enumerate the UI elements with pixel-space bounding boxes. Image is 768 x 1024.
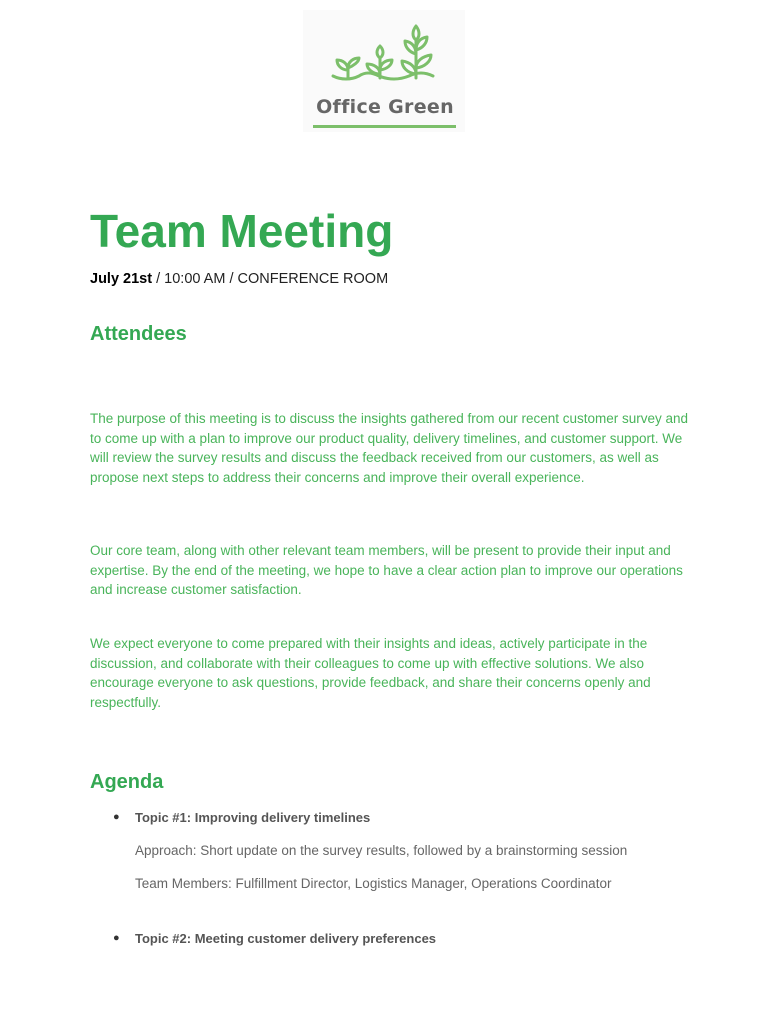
meeting-time-location: / 10:00 AM / CONFERENCE ROOM [152, 271, 389, 287]
attendees-heading: Attendees [90, 323, 187, 345]
agenda-topic-1-members: Team Members: Fulfillment Director, Logistics Manager, Operations Coordinator [135, 876, 612, 891]
logo-text: Office Green [316, 96, 454, 118]
paragraph-purpose: The purpose of this meeting is to discuss the insights gathered from our recent customer survey and to come up with a plan to improve our product quality, delivery timelines, and customer support. We will review the survey results and discuss the feedback received from our customers, as well as propose next steps to address their concerns and improve their overall experience. [90, 411, 689, 485]
page-title: Team Meeting [90, 205, 394, 257]
company-logo [303, 10, 465, 132]
bullet-icon: ● [113, 811, 120, 823]
logo-underline [313, 125, 456, 128]
sprouting-plants-icon [303, 10, 465, 100]
meeting-meta [90, 271, 388, 287]
agenda-topic-1: Topic #1: Improving delivery timelines [135, 810, 371, 825]
agenda-topic-1-approach: Approach: Short update on the survey results, followed by a brainstorming session [135, 843, 628, 858]
paragraph-team: Our core team, along with other relevant team members, will be present to provide their input and expertise. By the end of the meeting, we hope to have a clear action plan to improve our operations and increase customer satisfaction. [90, 543, 683, 597]
agenda-topic-2: Topic #2: Meeting customer delivery preferences [135, 931, 437, 946]
agenda-heading: Agenda [90, 771, 164, 793]
bullet-icon: ● [113, 932, 120, 944]
paragraph-expectations: We expect everyone to come prepared with their insights and ideas, actively participate in the discussion, and collaborate with their colleagues to come up with effective solutions. We also encourage everyone to ask questions, provide feedback, and share their concerns openly and respectfully. [90, 636, 651, 710]
meeting-date: July 21st [90, 271, 153, 287]
